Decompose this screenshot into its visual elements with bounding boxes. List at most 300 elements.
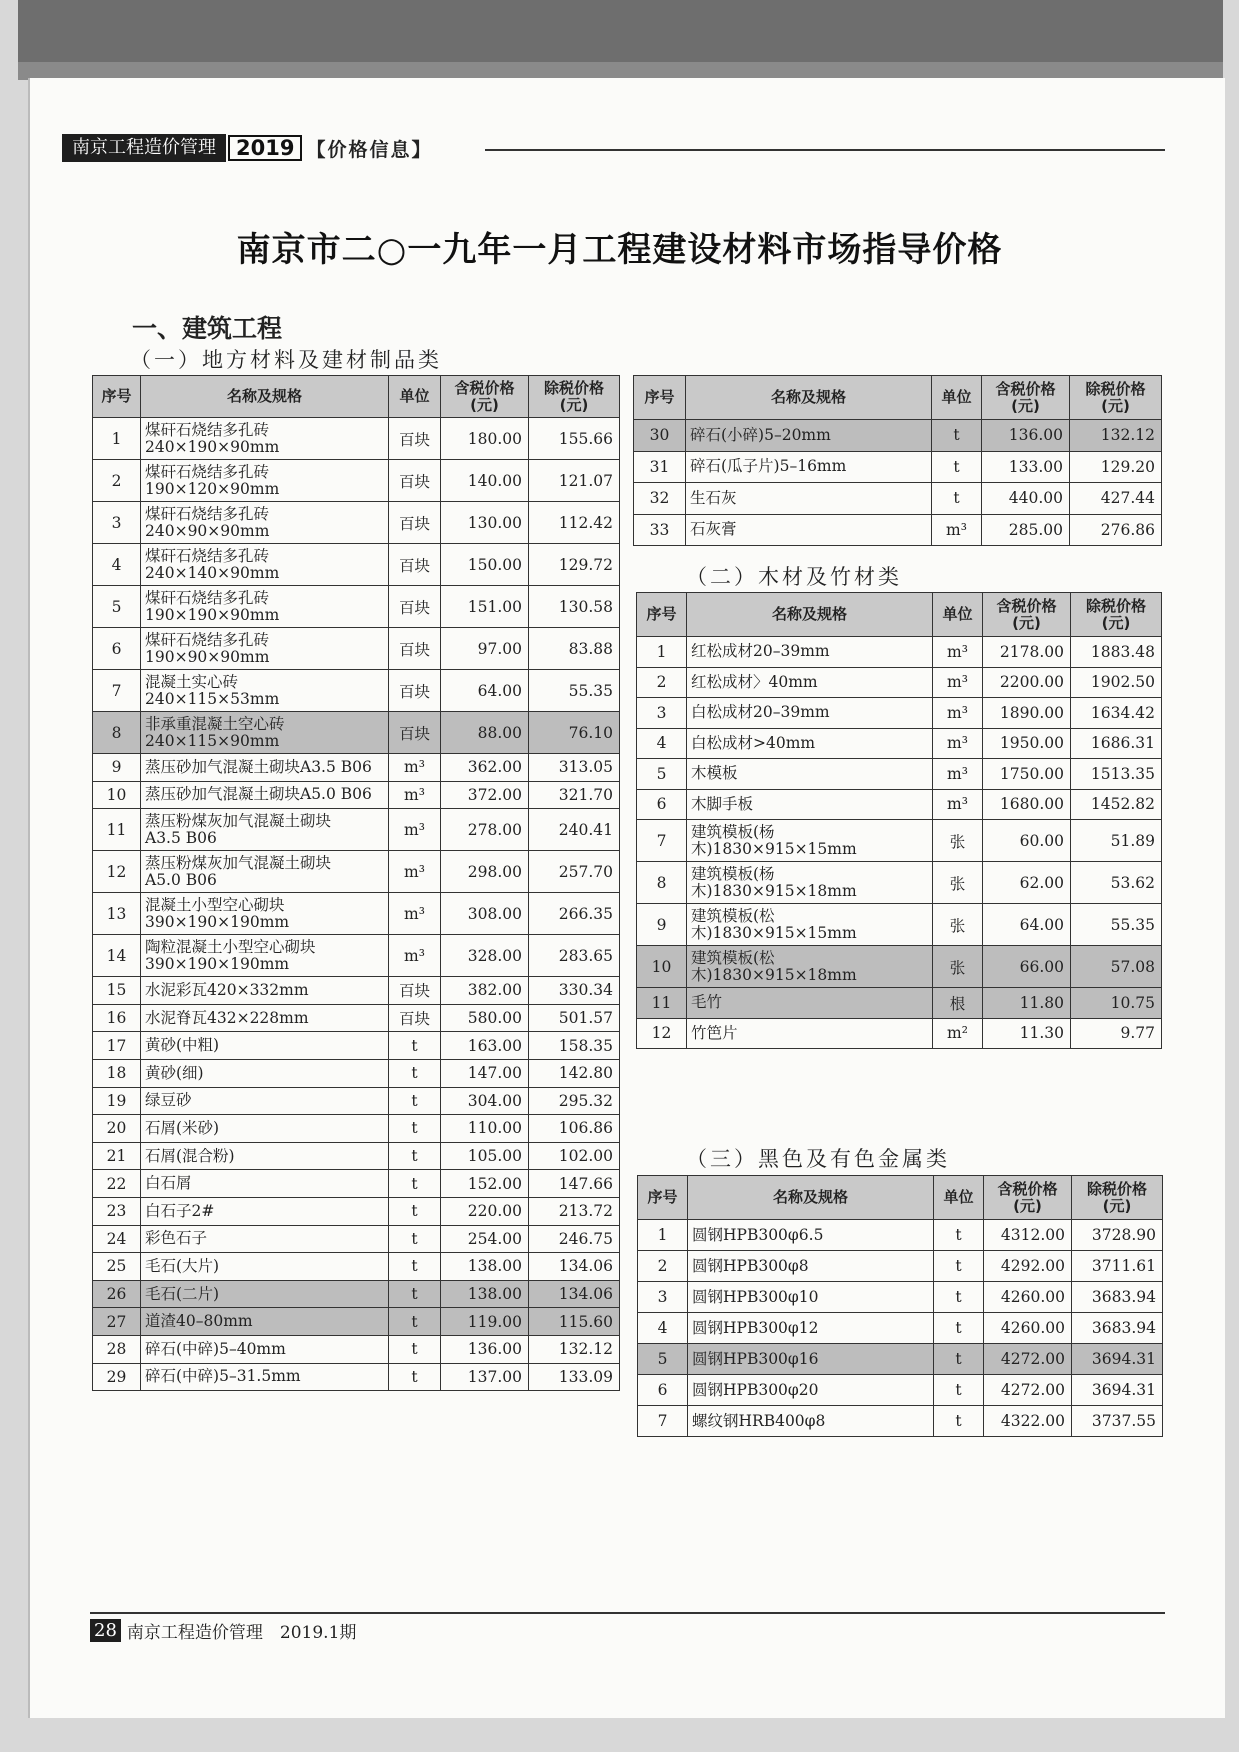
subsection-1-title: （一）地方材料及建材制品类 <box>130 348 442 372</box>
cell-seq: 17 <box>93 1032 141 1060</box>
col-tax-incl: 含税价格(元) <box>441 376 529 418</box>
cell-seq: 2 <box>638 1251 688 1282</box>
cell-price-tax-incl: 110.00 <box>441 1115 529 1143</box>
cell-name <box>688 1282 934 1313</box>
cell-unit: 百块 <box>389 670 441 712</box>
cell-price-tax-excl: 3737.55 <box>1072 1406 1163 1437</box>
cell-price-tax-excl: 106.86 <box>529 1115 620 1143</box>
cell-name <box>141 1004 389 1032</box>
cell-price-tax-incl: 4260.00 <box>984 1313 1072 1344</box>
cell-price-tax-excl: 3683.94 <box>1072 1313 1163 1344</box>
table-row <box>93 544 620 586</box>
table-row <box>93 977 620 1005</box>
material-spec: 240×190×90mm <box>145 437 280 456</box>
section-heading: 一、建筑工程 <box>132 314 283 343</box>
table-row <box>634 451 1162 483</box>
cell-seq: 21 <box>93 1142 141 1170</box>
col-tax-excl: 除税价格(元) <box>1070 376 1162 420</box>
cell-name <box>686 514 932 546</box>
cell-name <box>687 698 933 729</box>
table-row <box>638 1220 1163 1251</box>
col-unit: 单位 <box>933 593 983 637</box>
cell-price-tax-incl: 328.00 <box>441 935 529 977</box>
cell-price-tax-incl: 163.00 <box>441 1032 529 1060</box>
table-row <box>93 1142 620 1170</box>
material-name: 碎石(瓜子片)5–16mm <box>690 457 847 476</box>
cell-price-tax-incl: 4260.00 <box>984 1282 1072 1313</box>
table-row <box>93 586 620 628</box>
cell-price-tax-excl: 102.00 <box>529 1142 620 1170</box>
cell-unit: t <box>932 483 982 515</box>
material-name: 圆钢HPB300φ16 <box>692 1349 819 1368</box>
subsection-3-title: （三）黑色及有色金属类 <box>686 1147 950 1171</box>
cell-seq: 3 <box>637 698 687 729</box>
cell-name <box>141 893 389 935</box>
cell-seq: 24 <box>93 1225 141 1253</box>
table-row <box>93 1280 620 1308</box>
cell-name <box>688 1406 934 1437</box>
cell-unit: t <box>932 451 982 483</box>
cell-seq: 12 <box>637 1018 687 1049</box>
cell-unit: 百块 <box>389 1004 441 1032</box>
material-spec: 木)1830×915×15mm <box>691 923 857 942</box>
cell-price-tax-excl: 134.06 <box>529 1253 620 1281</box>
table-row <box>637 728 1162 759</box>
cell-name <box>141 1142 389 1170</box>
publication-year: 2019 <box>228 135 302 161</box>
cell-price-tax-excl: 10.75 <box>1071 988 1162 1019</box>
cell-unit: t <box>934 1406 984 1437</box>
cell-seq: 23 <box>93 1197 141 1225</box>
table-row <box>637 698 1162 729</box>
cell-unit: m³ <box>933 759 983 790</box>
material-name: 煤矸石烧结多孔砖 <box>145 588 270 607</box>
cell-price-tax-incl: 88.00 <box>441 712 529 754</box>
cell-unit: t <box>389 1059 441 1087</box>
cell-name <box>141 1170 389 1198</box>
cell-name <box>141 754 389 782</box>
cell-unit: t <box>389 1170 441 1198</box>
cell-price-tax-incl: 119.00 <box>441 1308 529 1336</box>
cell-name <box>687 667 933 698</box>
col-unit: 单位 <box>934 1176 984 1220</box>
material-name: 石屑(混合粉) <box>145 1146 235 1165</box>
cell-price-tax-incl: 304.00 <box>441 1087 529 1115</box>
cell-price-tax-excl: 1513.35 <box>1071 759 1162 790</box>
cell-unit: t <box>934 1251 984 1282</box>
table-row <box>93 502 620 544</box>
material-name: 煤矸石烧结多孔砖 <box>145 504 270 523</box>
cell-price-tax-excl: 83.88 <box>529 628 620 670</box>
table-row <box>637 862 1162 904</box>
material-name: 绿豆砂 <box>145 1091 192 1110</box>
table-row <box>637 988 1162 1019</box>
material-name: 建筑模板(松 <box>691 948 775 967</box>
material-spec: 240×115×53mm <box>145 689 280 708</box>
material-name: 蒸压粉煤灰加气混凝土砌块 <box>145 811 332 830</box>
cell-price-tax-excl: 501.57 <box>529 1004 620 1032</box>
cell-price-tax-excl: 158.35 <box>529 1032 620 1060</box>
col-tax-incl: 含税价格(元) <box>983 593 1071 637</box>
cell-seq: 25 <box>93 1253 141 1281</box>
cell-price-tax-incl: 151.00 <box>441 586 529 628</box>
cell-unit: 百块 <box>389 418 441 460</box>
cell-unit: t <box>389 1335 441 1363</box>
cell-price-tax-incl: 278.00 <box>441 809 529 851</box>
table-local-materials <box>92 375 620 1391</box>
table-row <box>637 1018 1162 1049</box>
cell-name <box>141 851 389 893</box>
cell-name <box>141 418 389 460</box>
table-metals <box>637 1175 1163 1437</box>
cell-name <box>141 977 389 1005</box>
col-seq: 序号 <box>638 1176 688 1220</box>
table-row <box>93 1115 620 1143</box>
cell-unit: t <box>934 1220 984 1251</box>
material-name: 水泥彩瓦420×332mm <box>145 980 309 999</box>
cell-unit: m³ <box>389 851 441 893</box>
cell-price-tax-excl: 257.70 <box>529 851 620 893</box>
cell-unit: m³ <box>389 781 441 809</box>
cell-price-tax-incl: 140.00 <box>441 460 529 502</box>
table-row <box>93 809 620 851</box>
material-name: 生石灰 <box>690 488 737 507</box>
cell-seq: 4 <box>638 1313 688 1344</box>
cell-seq: 31 <box>634 451 686 483</box>
material-name: 白石子2# <box>145 1201 215 1220</box>
table-row <box>93 893 620 935</box>
table-row <box>93 1308 620 1336</box>
material-name: 石屑(米砂) <box>145 1118 220 1137</box>
cell-name <box>688 1251 934 1282</box>
cell-price-tax-incl: 64.00 <box>441 670 529 712</box>
cell-seq: 10 <box>637 946 687 988</box>
cell-price-tax-incl: 580.00 <box>441 1004 529 1032</box>
cell-price-tax-excl: 1634.42 <box>1071 698 1162 729</box>
cell-name <box>141 502 389 544</box>
cell-price-tax-excl: 3694.31 <box>1072 1375 1163 1406</box>
material-name: 建筑模板(杨 <box>691 864 775 883</box>
cell-price-tax-incl: 4272.00 <box>984 1375 1072 1406</box>
cell-unit: m³ <box>933 789 983 820</box>
cell-unit: t <box>389 1253 441 1281</box>
cell-unit: m² <box>933 1018 983 1049</box>
cell-price-tax-incl: 4322.00 <box>984 1406 1072 1437</box>
cell-seq: 22 <box>93 1170 141 1198</box>
table-row <box>93 1170 620 1198</box>
table-row <box>93 1253 620 1281</box>
table-row <box>93 712 620 754</box>
material-name: 螺纹钢HRB400φ8 <box>692 1411 826 1430</box>
cell-price-tax-excl: 130.58 <box>529 586 620 628</box>
cell-price-tax-incl: 2200.00 <box>983 667 1071 698</box>
cell-unit: t <box>934 1375 984 1406</box>
table-row <box>638 1344 1163 1375</box>
cell-name <box>141 1115 389 1143</box>
cell-price-tax-incl: 11.80 <box>983 988 1071 1019</box>
table-row <box>93 1032 620 1060</box>
cell-price-tax-incl: 372.00 <box>441 781 529 809</box>
cell-name <box>141 1059 389 1087</box>
cell-price-tax-incl: 2178.00 <box>983 637 1071 668</box>
table-row <box>93 781 620 809</box>
cell-name <box>141 1363 389 1391</box>
table-row <box>93 418 620 460</box>
cell-price-tax-incl: 362.00 <box>441 754 529 782</box>
cell-price-tax-incl: 97.00 <box>441 628 529 670</box>
table-row <box>638 1375 1163 1406</box>
cell-price-tax-incl: 133.00 <box>982 451 1070 483</box>
cell-seq: 30 <box>634 420 686 452</box>
material-name: 毛石(大片) <box>145 1256 220 1275</box>
table-row <box>93 1004 620 1032</box>
cell-name <box>141 781 389 809</box>
cell-price-tax-incl: 62.00 <box>983 862 1071 904</box>
material-name: 陶粒混凝土小型空心砌块 <box>145 937 316 956</box>
cell-price-tax-incl: 60.00 <box>983 820 1071 862</box>
material-name: 黄砂(中粗) <box>145 1036 220 1055</box>
material-name: 白石屑 <box>145 1174 192 1193</box>
cell-price-tax-excl: 321.70 <box>529 781 620 809</box>
material-name: 圆钢HPB300φ12 <box>692 1318 819 1337</box>
material-name: 碎石(小碎)5–20mm <box>690 425 831 444</box>
cell-name <box>141 712 389 754</box>
cell-seq: 29 <box>93 1363 141 1391</box>
cell-price-tax-incl: 1890.00 <box>983 698 1071 729</box>
cell-price-tax-incl: 298.00 <box>441 851 529 893</box>
cell-price-tax-excl: 9.77 <box>1071 1018 1162 1049</box>
material-name: 毛竹 <box>691 993 723 1012</box>
cell-name <box>687 988 933 1019</box>
cell-price-tax-excl: 133.09 <box>529 1363 620 1391</box>
cell-unit: m³ <box>389 935 441 977</box>
header-rule <box>485 149 1165 151</box>
cell-seq: 5 <box>638 1344 688 1375</box>
cell-price-tax-excl: 115.60 <box>529 1308 620 1336</box>
material-name: 蒸压砂加气混凝土砌块A3.5 B06 <box>145 757 372 776</box>
material-name: 石灰膏 <box>690 520 737 539</box>
cell-unit: t <box>389 1280 441 1308</box>
cell-price-tax-excl: 3683.94 <box>1072 1282 1163 1313</box>
cell-seq: 3 <box>638 1282 688 1313</box>
cell-seq: 1 <box>638 1220 688 1251</box>
cell-price-tax-excl: 134.06 <box>529 1280 620 1308</box>
cell-name <box>141 809 389 851</box>
cell-price-tax-excl: 266.35 <box>529 893 620 935</box>
cell-price-tax-excl: 132.12 <box>529 1335 620 1363</box>
cell-name <box>141 1225 389 1253</box>
material-name: 碎石(中碎)5–31.5mm <box>145 1367 301 1386</box>
cell-seq: 5 <box>637 759 687 790</box>
table-row <box>93 1087 620 1115</box>
material-spec: 240×115×90mm <box>145 731 280 750</box>
footer-rule <box>90 1612 1165 1614</box>
cell-unit: 百块 <box>389 628 441 670</box>
cell-name <box>687 728 933 759</box>
cell-unit: 张 <box>933 904 983 946</box>
cell-unit: t <box>389 1115 441 1143</box>
cell-name <box>141 1087 389 1115</box>
material-name: 煤矸石烧结多孔砖 <box>145 630 270 649</box>
cell-price-tax-incl: 1750.00 <box>983 759 1071 790</box>
material-name: 红松成材20–39mm <box>691 642 830 661</box>
cell-name <box>141 1032 389 1060</box>
table-row <box>634 483 1162 515</box>
cell-seq: 14 <box>93 935 141 977</box>
table-row <box>637 946 1162 988</box>
material-name: 圆钢HPB300φ8 <box>692 1256 809 1275</box>
cell-unit: m³ <box>389 754 441 782</box>
col-unit: 单位 <box>389 376 441 418</box>
cell-unit: 百块 <box>389 977 441 1005</box>
cell-seq: 9 <box>637 904 687 946</box>
cell-seq: 2 <box>93 460 141 502</box>
cell-unit: m³ <box>932 514 982 546</box>
cell-name <box>141 1197 389 1225</box>
cell-price-tax-excl: 147.66 <box>529 1170 620 1198</box>
table-row <box>637 789 1162 820</box>
cell-unit: m³ <box>933 667 983 698</box>
cell-unit: t <box>389 1142 441 1170</box>
cell-price-tax-incl: 66.00 <box>983 946 1071 988</box>
cell-price-tax-excl: 1686.31 <box>1071 728 1162 759</box>
table-row <box>638 1282 1163 1313</box>
cell-name <box>687 759 933 790</box>
material-spec: 390×190×190mm <box>145 954 290 973</box>
cell-name <box>687 862 933 904</box>
material-name: 红松成材〉40mm <box>691 672 818 691</box>
table-row <box>637 759 1162 790</box>
cell-name <box>687 789 933 820</box>
cell-price-tax-excl: 57.08 <box>1071 946 1162 988</box>
table-row <box>637 820 1162 862</box>
cell-name <box>141 1280 389 1308</box>
table-row <box>637 637 1162 668</box>
material-name: 白松成材20–39mm <box>691 703 830 722</box>
cell-seq: 4 <box>637 728 687 759</box>
material-name: 非承重混凝土空心砖 <box>145 714 285 733</box>
col-name: 名称及规格 <box>686 376 932 420</box>
table-timber <box>636 592 1162 1049</box>
cell-price-tax-excl: 240.41 <box>529 809 620 851</box>
cell-name <box>688 1344 934 1375</box>
cell-unit: m³ <box>933 637 983 668</box>
material-name: 竹笆片 <box>691 1023 738 1042</box>
col-seq: 序号 <box>637 593 687 637</box>
material-spec: A5.0 B06 <box>145 870 217 889</box>
cell-price-tax-excl: 3728.90 <box>1072 1220 1163 1251</box>
cell-unit: 百块 <box>389 460 441 502</box>
material-name: 蒸压粉煤灰加气混凝土砌块 <box>145 853 332 872</box>
material-name: 建筑模板(杨 <box>691 822 775 841</box>
cell-price-tax-incl: 64.00 <box>983 904 1071 946</box>
col-tax-incl: 含税价格(元) <box>982 376 1070 420</box>
cell-price-tax-excl: 132.12 <box>1070 420 1162 452</box>
cell-name <box>688 1313 934 1344</box>
material-name: 木脚手板 <box>691 794 754 813</box>
table-row <box>93 1197 620 1225</box>
cell-seq: 9 <box>93 754 141 782</box>
material-name: 圆钢HPB300φ20 <box>692 1380 819 1399</box>
cell-price-tax-incl: 285.00 <box>982 514 1070 546</box>
material-spec: 190×90×90mm <box>145 647 270 666</box>
cell-seq: 7 <box>638 1406 688 1437</box>
cell-name <box>688 1220 934 1251</box>
cell-seq: 6 <box>638 1375 688 1406</box>
page-title: 南京市二○一九年一月工程建设材料市场指导价格 <box>236 230 1003 270</box>
cell-unit: t <box>934 1344 984 1375</box>
col-name: 名称及规格 <box>687 593 933 637</box>
cell-unit: t <box>932 420 982 452</box>
cell-price-tax-excl: 155.66 <box>529 418 620 460</box>
material-name: 圆钢HPB300φ10 <box>692 1287 819 1306</box>
cell-name <box>141 1335 389 1363</box>
cell-price-tax-excl: 313.05 <box>529 754 620 782</box>
cell-price-tax-incl: 1950.00 <box>983 728 1071 759</box>
col-tax-excl: 除税价格(元) <box>1071 593 1162 637</box>
cell-name <box>687 904 933 946</box>
cell-name <box>687 637 933 668</box>
cell-unit: 张 <box>933 820 983 862</box>
cell-name <box>141 544 389 586</box>
cell-name <box>141 1308 389 1336</box>
cell-price-tax-excl: 55.35 <box>1071 904 1162 946</box>
material-name: 煤矸石烧结多孔砖 <box>145 462 270 481</box>
cell-unit: 张 <box>933 946 983 988</box>
material-name: 毛石(二片) <box>145 1284 220 1303</box>
cell-price-tax-excl: 295.32 <box>529 1087 620 1115</box>
cell-seq: 13 <box>93 893 141 935</box>
cell-price-tax-incl: 11.30 <box>983 1018 1071 1049</box>
cell-unit: t <box>389 1308 441 1336</box>
cell-name <box>141 460 389 502</box>
cell-price-tax-incl: 382.00 <box>441 977 529 1005</box>
cell-unit: m³ <box>389 893 441 935</box>
table-row <box>637 667 1162 698</box>
cell-seq: 26 <box>93 1280 141 1308</box>
cell-unit: 百块 <box>389 712 441 754</box>
cell-price-tax-excl: 1902.50 <box>1071 667 1162 698</box>
cell-seq: 4 <box>93 544 141 586</box>
cell-unit: m³ <box>933 728 983 759</box>
table-row <box>638 1313 1163 1344</box>
cell-unit: t <box>934 1282 984 1313</box>
cell-price-tax-excl: 53.62 <box>1071 862 1162 904</box>
cell-price-tax-incl: 180.00 <box>441 418 529 460</box>
material-spec: 390×190×190mm <box>145 912 290 931</box>
cell-price-tax-incl: 4272.00 <box>984 1344 1072 1375</box>
footer-text: 南京工程造价管理 2019.1期 <box>126 1623 357 1643</box>
cell-seq: 28 <box>93 1335 141 1363</box>
cell-price-tax-excl: 129.20 <box>1070 451 1162 483</box>
material-spec: 240×90×90mm <box>145 521 270 540</box>
cell-price-tax-incl: 152.00 <box>441 1170 529 1198</box>
material-name: 黄砂(细) <box>145 1063 204 1082</box>
cell-price-tax-excl: 3711.61 <box>1072 1251 1163 1282</box>
cell-seq: 15 <box>93 977 141 1005</box>
cell-unit: 百块 <box>389 502 441 544</box>
cell-name <box>686 451 932 483</box>
material-name: 木模板 <box>691 764 738 783</box>
cell-unit: t <box>389 1087 441 1115</box>
table-row <box>638 1406 1163 1437</box>
cell-seq: 6 <box>93 628 141 670</box>
table-row <box>93 1335 620 1363</box>
cell-price-tax-excl: 1452.82 <box>1071 789 1162 820</box>
material-name: 白松成材>40mm <box>691 733 816 752</box>
cell-price-tax-excl: 142.80 <box>529 1059 620 1087</box>
table-row <box>93 670 620 712</box>
